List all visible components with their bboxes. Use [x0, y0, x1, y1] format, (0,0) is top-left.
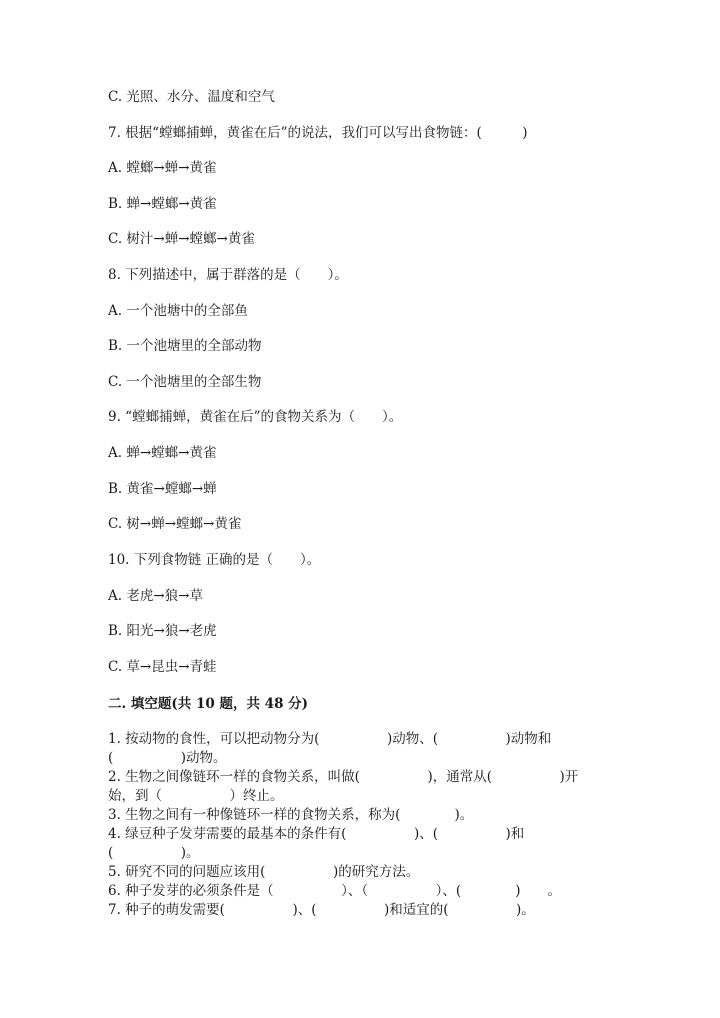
fill-blank-2-line2: 始，到（ ）终止。 [108, 788, 284, 804]
fill-blank-3: 3. 生物之间有一种像链环一样的食物关系，称为( )。 [108, 807, 474, 823]
fill-blank-2-line1: 2. 生物之间像链环一样的食物关系，叫做( )，通常从( )开 [108, 769, 579, 785]
fill-blank-4-line1: 4. 绿豆种子发芽需要的最基本的条件有( )、( )和 [108, 826, 525, 842]
option-10c: C. 草→昆虫→青蛙 [108, 659, 217, 675]
option-6c: C. 光照、水分、温度和空气 [108, 89, 275, 105]
fill-blank-4-line2: ( )。 [108, 845, 200, 861]
option-8c: C. 一个池塘里的全部生物 [108, 374, 262, 390]
option-9c: C. 树→蝉→螳螂→黄雀 [108, 516, 242, 532]
option-7c: C. 树汁→蝉→螳螂→黄雀 [108, 231, 255, 247]
option-7b: B. 蝉→螳螂→黄雀 [108, 196, 217, 212]
option-10a: A. 老虎→狼→草 [108, 588, 203, 604]
option-8b: B. 一个池塘里的全部动物 [108, 338, 262, 354]
fill-blank-1-line1: 1. 按动物的食性，可以把动物分为( )动物、( )动物和 [108, 731, 552, 747]
question-9: 9. “螳螂捕蝉，黄雀在后”的食物关系为（ ）。 [108, 409, 403, 425]
fill-blank-5: 5. 研究不同的问题应该用( )的研究方法。 [108, 864, 420, 880]
question-10: 10. 下列食物链 正确的是（ ）。 [108, 552, 321, 568]
option-9b: B. 黄雀→螳螂→蝉 [108, 481, 217, 497]
question-7: 7. 根据“螳螂捕蝉，黄雀在后”的说法，我们可以写出食物链：( ) [108, 125, 528, 141]
option-9a: A. 蝉→螳螂→黄雀 [108, 445, 217, 461]
fill-blank-1-line2: ( )动物。 [108, 750, 227, 766]
option-7a: A. 螳螂→蝉→黄雀 [108, 160, 217, 176]
option-10b: B. 阳光→狼→老虎 [108, 623, 217, 639]
option-8a: A. 一个池塘中的全部鱼 [108, 303, 248, 319]
fill-blank-7: 7. 种子的萌发需要( )、( )和适宜的( )。 [108, 902, 535, 918]
fill-blank-6: 6. 种子发芽的必须条件是（ ）、（ ）、( ) 。 [108, 883, 561, 899]
section-heading: 二. 填空题(共 10 题，共 48 分) [108, 696, 309, 712]
question-8: 8. 下列描述中，属于群落的是（ ）。 [108, 267, 348, 283]
